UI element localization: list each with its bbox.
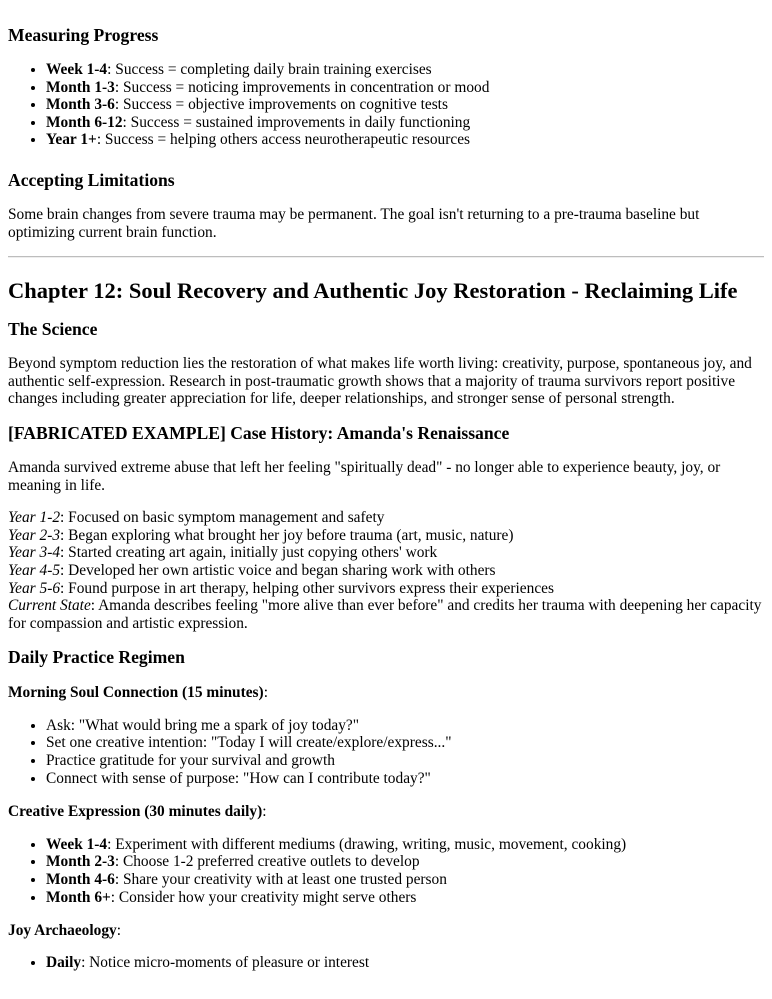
list-item — [46, 853, 764, 871]
timeline-text: : Started creating art again, initially just copying others' work — [60, 544, 438, 562]
daily-practice-heading: Daily Practice Regimen — [8, 647, 185, 668]
morning-connection-heading — [8, 667, 764, 702]
list-item: • Connect with sense of purpose: "How can I contribute today?" — [46, 770, 764, 788]
chapter-title: Chapter 12: Soul Recovery and Authentic Joy Restoration - Reclaiming Life — [8, 278, 738, 304]
joy-archaeology-list — [8, 940, 764, 972]
list-item-text: : Consider how your creativity might serve others — [110, 888, 417, 906]
case-intro-paragraph: Amanda survived extreme abuse that left her feeling "spiritually dead" - no longer able to experience beauty, joy, or meaning in life. — [8, 458, 721, 494]
list-item-text: : Success = noticing improvements in concentration or mood — [114, 78, 490, 96]
list-item: • Set one creative intention: "Today I will create/explore/express..." — [46, 734, 764, 752]
list-item-text: : Success = objective improvements on cognitive tests — [114, 96, 448, 114]
joy-archaeology-label: Joy Archaeology — [8, 922, 117, 940]
list-item: • Practice gratitude for your survival and growth — [46, 752, 764, 770]
list-item-label: Week 1-4 — [46, 61, 108, 78]
list-item-label: Week 1-4 — [46, 835, 108, 853]
list-item-label: Month 6-12 — [46, 113, 123, 131]
timeline-label: Year 4-5 — [8, 561, 61, 579]
morning-connection-suffix: : — [263, 684, 268, 702]
science-heading: The Science — [8, 319, 98, 340]
list-item — [46, 114, 764, 132]
measuring-progress-list — [8, 45, 764, 149]
list-item — [46, 871, 764, 889]
creative-expression-suffix: : — [262, 803, 267, 821]
timeline-text: : Developed her own artistic voice and began sharing work with others — [60, 561, 496, 579]
list-item-text: : Choose 1-2 preferred creative outlets to develop — [114, 853, 420, 871]
creative-expression-label: Creative Expression (30 minutes daily) — [8, 803, 263, 821]
list-item-text: : Experiment with different mediums (drawing, writing, music, movement, cooking) — [107, 835, 627, 853]
list-item — [46, 131, 764, 149]
joy-archaeology-heading — [8, 906, 764, 940]
list-item — [46, 79, 764, 97]
list-item-text: : Share your creativity with at least one trusted person — [114, 871, 447, 889]
list-item-text: : Notice micro-moments of pleasure or interest — [81, 953, 370, 971]
list-item — [46, 96, 764, 114]
list-item — [46, 889, 764, 907]
list-item — [46, 61, 764, 79]
list-item-label: Year 1+ — [46, 131, 97, 149]
joy-archaeology-suffix: : — [116, 922, 122, 940]
case-timeline — [8, 494, 764, 632]
list-item-label: Month 4-6 — [46, 871, 115, 889]
timeline-label: Year 2-3 — [8, 526, 61, 544]
accepting-limitations-heading: Accepting Limitations — [8, 169, 175, 190]
measuring-progress-heading: Measuring Progress — [8, 25, 159, 45]
list-item-label: Daily — [46, 953, 82, 971]
limitations-paragraph: Some brain changes from severe trauma may be permanent. The goal isn't returning to a pre-trauma baseline but optimizing current brain function. — [8, 205, 700, 241]
timeline-text: : Amanda describes feeling "more alive than ever before" and credits her trauma with deepening her capacity for compassion and artistic expression. — [8, 597, 762, 632]
timeline-text: : Began exploring what brought her joy before trauma (art, music, nature) — [60, 526, 514, 544]
morning-connection-label: Morning Soul Connection (15 minutes) — [8, 684, 264, 702]
list-item-text: : Success = sustained improvements in daily functioning — [122, 113, 471, 131]
list-item — [46, 836, 764, 854]
list-item-label: Month 6+ — [46, 888, 111, 906]
list-item-text: : Success = helping others access neurotherapeutic resources — [96, 131, 471, 149]
list-item — [46, 954, 764, 972]
case-history-heading: [FABRICATED EXAMPLE] Case History: Amanda's Renaissance — [8, 422, 510, 443]
science-paragraph: Beyond symptom reduction lies the restoration of what makes life worth living: creativity, purpose, spontaneous joy, and authentic self-expression. Research in post-traumatic growth shows that a majority of trauma survivors report positive changes including greater appreciation for life, deeper relationships, and stronger sense of personal strength. — [8, 355, 752, 408]
list-item-label: Month 3-6 — [46, 96, 115, 114]
morning-connection-list — [8, 702, 764, 787]
timeline-label: Year 5-6 — [8, 579, 61, 597]
timeline-text: : Focused on basic symptom management and safety — [60, 509, 385, 527]
creative-expression-heading — [8, 787, 764, 821]
creative-expression-list — [8, 821, 764, 906]
list-item-text: : Success = completing daily brain training exercises — [107, 61, 432, 78]
timeline-label: Current State — [8, 597, 91, 615]
list-item-label: Month 1-3 — [46, 78, 115, 96]
list-item-label: Month 2-3 — [46, 853, 115, 871]
timeline-label: Year 3-4 — [8, 544, 61, 562]
timeline-text: : Found purpose in art therapy, helping other survivors express their experiences — [60, 579, 554, 597]
list-item: • Ask: "What would bring me a spark of joy today?" — [46, 717, 764, 735]
timeline-label: Year 1-2 — [8, 509, 61, 527]
